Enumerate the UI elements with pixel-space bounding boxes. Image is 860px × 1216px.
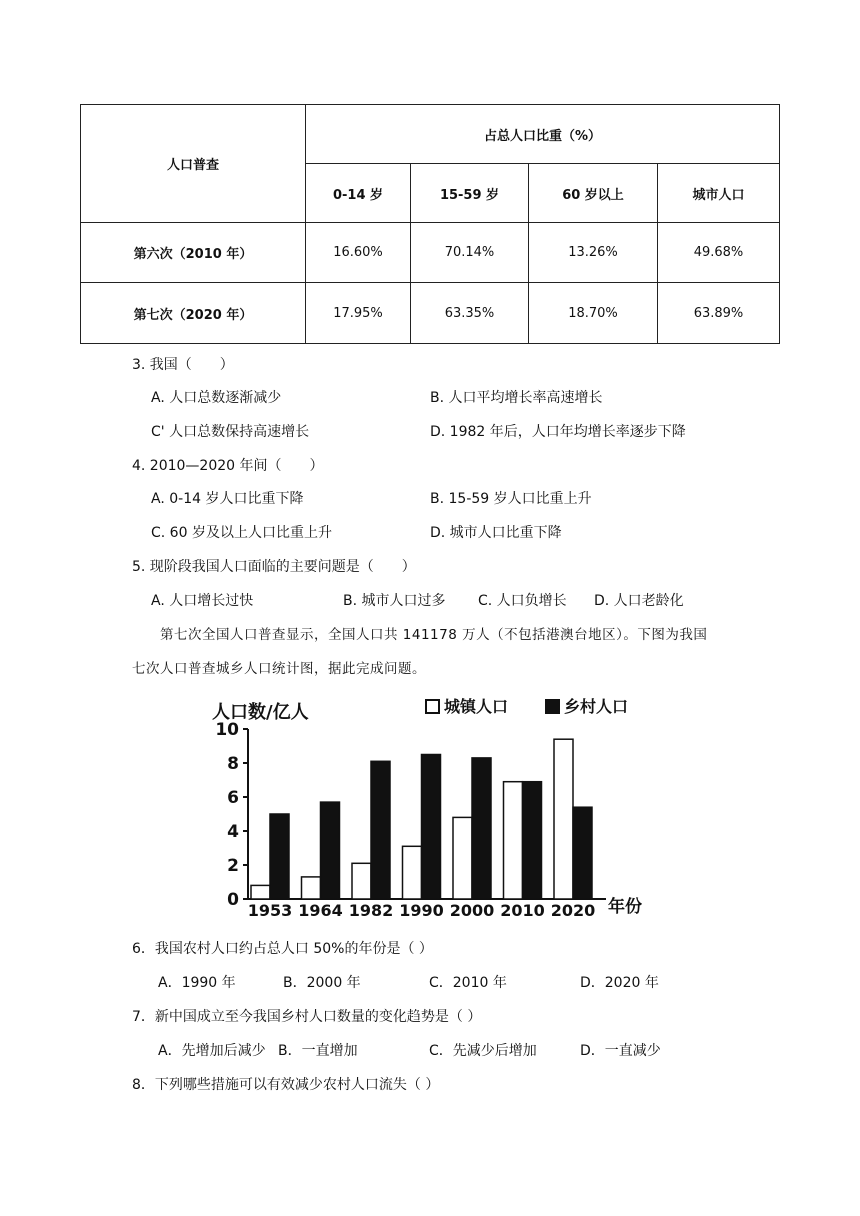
legend-label-urban: 城镇人口 [444, 697, 509, 716]
question-5-option-b: B. 城市人口过多 [343, 593, 446, 609]
bar-rural [270, 814, 289, 899]
bar-urban [504, 782, 523, 899]
table-cell: 17.95% [306, 283, 411, 344]
table-row-label: 第七次（2020 年） [81, 283, 306, 344]
y-tick-label: 8 [227, 754, 239, 774]
bar-urban [352, 863, 371, 899]
y-tick-label: 10 [215, 720, 239, 740]
chart-x-axis-label: 年份 [608, 897, 642, 917]
table-row [81, 223, 780, 283]
x-tick-label: 1964 [298, 901, 343, 920]
question-5-option-c: C. 人口负增长 [478, 593, 567, 609]
table-row-label: 第六次（2010 年） [81, 223, 306, 283]
table-cell: 18.70% [529, 283, 658, 344]
table-cell: 13.26% [529, 223, 658, 283]
question-5-option-d: D. 人口老龄化 [594, 593, 684, 609]
question-4-option-a: A. 0-14 岁人口比重下降 [151, 491, 304, 507]
legend-label-rural: 乡村人口 [564, 697, 629, 716]
y-tick-label: 2 [227, 856, 239, 876]
x-tick-label: 1953 [247, 901, 293, 920]
table-cell: 63.89% [658, 283, 780, 344]
question-5-option-a: A. 人口增长过快 [151, 593, 254, 609]
question-6-option-d: D．2020 年 [580, 975, 659, 991]
bar-rural [472, 758, 491, 899]
table-cell: 70.14% [411, 223, 529, 283]
table-cell: 63.35% [411, 283, 529, 344]
chart-legend [426, 697, 628, 716]
question-7-option-b: B．一直增加 [278, 1043, 358, 1059]
question-3-stem: 3. 我国（ ） [132, 357, 234, 373]
question-4-option-d: D. 城市人口比重下降 [430, 525, 562, 541]
x-tick-label: 1982 [348, 901, 394, 920]
question-7-stem: 7．新中国成立至今我国乡村人口数量的变化趋势是（ ） [132, 1009, 482, 1025]
table-col-60-plus: 60 岁以上 [529, 164, 658, 223]
bar-rural [422, 755, 441, 900]
legend-swatch-rural [546, 700, 559, 713]
passage-line-1: 第七次全国人口普查显示，全国人口共 141178 万人（不包括港澳台地区）。下图为我国 [160, 627, 708, 643]
table-cell: 49.68% [658, 223, 780, 283]
question-7-option-c: C．先减少后增加 [429, 1043, 537, 1059]
x-tick-label: 2000 [449, 901, 495, 920]
table-row [81, 283, 780, 344]
bar-rural [573, 807, 592, 899]
question-6-option-b: B．2000 年 [283, 975, 361, 991]
question-6-option-a: A．1990 年 [158, 975, 236, 991]
question-3-option-c: C' 人口总数保持高速增长 [151, 424, 310, 440]
table-col-urban: 城市人口 [658, 164, 780, 223]
question-4-option-c: C. 60 岁及以上人口比重上升 [151, 525, 332, 541]
legend-swatch-urban [426, 700, 439, 713]
question-8-stem: 8．下列哪些措施可以有效减少农村人口流失（ ） [132, 1077, 440, 1093]
x-tick-label: 2020 [550, 901, 596, 920]
question-7-option-a: A．先增加后减少 [158, 1043, 266, 1059]
bar-urban [453, 817, 472, 899]
chart-y-axis-label: 人口数/亿人 [212, 702, 309, 723]
bar-urban [251, 885, 270, 899]
table-cell: 16.60% [306, 223, 411, 283]
y-tick-label: 0 [227, 890, 239, 910]
bar-rural [371, 761, 390, 899]
question-3-option-b: B. 人口平均增长率高速增长 [430, 390, 603, 406]
question-7-option-d: D．一直减少 [580, 1043, 661, 1059]
question-4-stem: 4. 2010—2020 年间（ ） [132, 458, 324, 474]
census-table [80, 104, 780, 344]
table-col-15-59: 15-59 岁 [411, 164, 529, 223]
table-col-0-14: 0-14 岁 [306, 164, 411, 223]
table-header-census: 人口普查 [81, 105, 306, 223]
question-4-option-b: B. 15-59 岁人口比重上升 [430, 491, 592, 507]
y-tick-label: 4 [227, 822, 239, 842]
question-6-option-c: C．2010 年 [429, 975, 507, 991]
y-tick-label: 6 [227, 788, 239, 808]
question-5-stem: 5. 现阶段我国人口面临的主要问题是（ ） [132, 559, 416, 575]
bar-rural [523, 782, 542, 899]
bar-urban [554, 739, 573, 899]
question-3-option-d: D. 1982 年后，人口年均增长率逐步下降 [430, 424, 686, 440]
passage-line-2: 七次人口普查城乡人口统计图，据此完成问题。 [132, 661, 426, 677]
question-6-stem: 6．我国农村人口约占总人口 50%的年份是（ ） [132, 941, 433, 957]
bar-rural [321, 802, 340, 899]
x-tick-label: 1990 [399, 901, 444, 920]
population-bar-chart [196, 688, 670, 924]
x-tick-label: 2010 [500, 901, 545, 920]
bar-urban [302, 877, 321, 899]
table-header-ratio: 占总人口比重（%） [306, 105, 780, 164]
bar-urban [403, 846, 422, 899]
question-3-option-a: A. 人口总数逐渐减少 [151, 390, 282, 406]
